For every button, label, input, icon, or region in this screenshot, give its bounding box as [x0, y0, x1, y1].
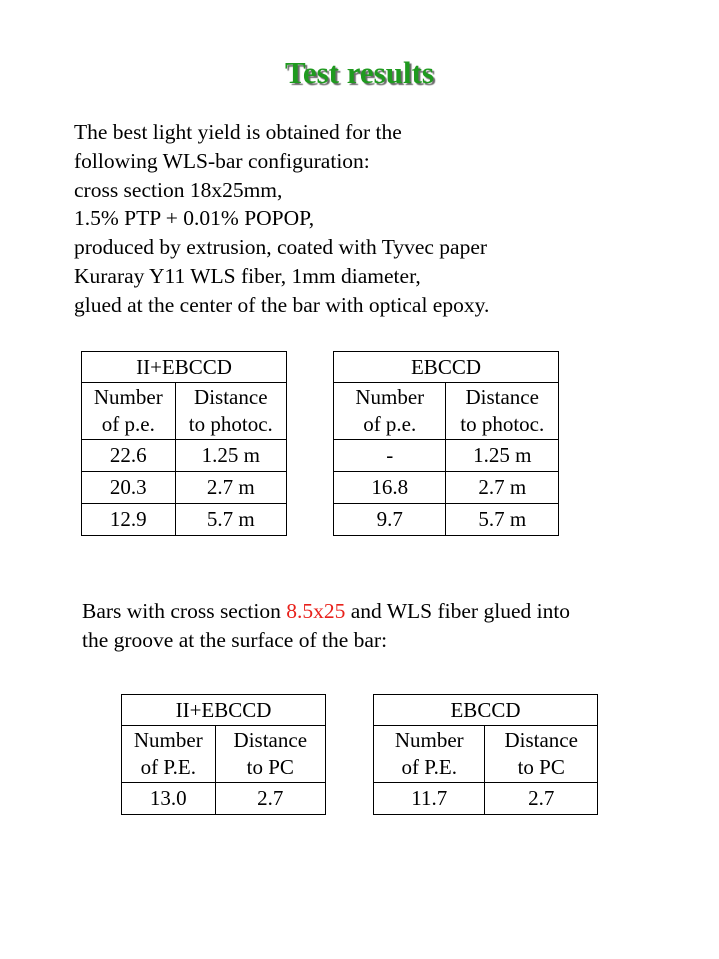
table-row: [374, 783, 598, 815]
cell-distance: 1.25 m: [175, 440, 286, 472]
table-title: EBCCD: [334, 352, 559, 383]
cell-npe: 16.8: [334, 472, 446, 504]
intro-text: [74, 118, 489, 320]
table-title: II+EBCCD: [122, 695, 326, 726]
cell-npe: 12.9: [82, 504, 176, 536]
intro-line: The best light yield is obtained for the: [74, 120, 402, 144]
results-table-ii-ebccd: [81, 351, 287, 536]
column-header-distance: Distance to photoc.: [446, 383, 559, 440]
column-header-npe: Number of P.E.: [122, 726, 216, 783]
paragraph-line: Bars with cross section 8.5x25 and WLS fiber glued into: [82, 599, 571, 623]
table-row: [82, 440, 287, 472]
column-header-npe: Number of p.e.: [82, 383, 176, 440]
column-header-distance: Distance to PC: [215, 726, 325, 783]
intro-line: cross section 18x25mm,: [74, 177, 283, 202]
cell-distance: 2.7: [485, 783, 598, 815]
cell-distance: 2.7 m: [175, 472, 286, 504]
intro-line: glued at the center of the bar with optical epoxy.: [74, 292, 490, 317]
cell-npe: 11.7: [374, 783, 485, 815]
groove-bars-text: [82, 597, 570, 655]
table-row: [122, 783, 326, 815]
cell-npe: -: [334, 440, 446, 472]
cell-distance: 5.7 m: [175, 504, 286, 536]
intro-line: following WLS-bar configuration:: [74, 148, 370, 173]
column-header-distance: Distance to PC: [485, 726, 598, 783]
cell-npe: 22.6: [82, 440, 176, 472]
cell-distance: 2.7: [215, 783, 325, 815]
cell-distance: 5.7 m: [446, 504, 559, 536]
cell-distance: 1.25 m: [446, 440, 559, 472]
column-header-npe: Number of p.e.: [334, 383, 446, 440]
intro-line: produced by extrusion, coated with Tyvec paper: [74, 235, 488, 260]
paragraph-line: the groove at the surface of the bar:: [82, 628, 388, 652]
table-row: [334, 472, 559, 504]
groove-table-ii-ebccd: [121, 694, 326, 815]
table-row: [334, 440, 559, 472]
cell-npe: 9.7: [334, 504, 446, 536]
highlighted-cross-section: 8.5x25: [286, 599, 346, 623]
intro-line: 1.5% PTP + 0.01% POPOP,: [74, 206, 315, 231]
groove-table-ebccd: [373, 694, 598, 815]
table-title: EBCCD: [374, 695, 598, 726]
table-row: [82, 472, 287, 504]
cell-distance: 2.7 m: [446, 472, 559, 504]
table-row: [334, 504, 559, 536]
cell-npe: 20.3: [82, 472, 176, 504]
cell-npe: 13.0: [122, 783, 216, 815]
results-table-ebccd: [333, 351, 559, 536]
intro-line: Kuraray Y11 WLS fiber, 1mm diameter,: [74, 263, 421, 288]
column-header-npe: Number of P.E.: [374, 726, 485, 783]
column-header-distance: Distance to photoc.: [175, 383, 286, 440]
table-title: II+EBCCD: [82, 352, 287, 383]
table-row: [82, 504, 287, 536]
page-title: Test results: [285, 55, 434, 90]
